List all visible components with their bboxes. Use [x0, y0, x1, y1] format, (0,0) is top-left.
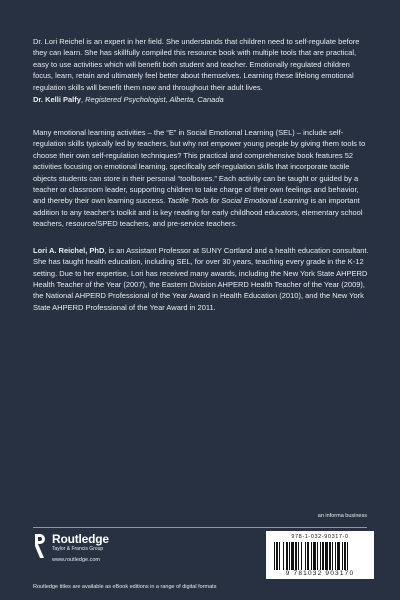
barcode-bar — [337, 542, 340, 570]
routledge-logo-icon — [33, 533, 47, 559]
barcode-bar — [322, 542, 324, 570]
barcode-bar — [317, 542, 318, 570]
barcode-bar — [305, 542, 306, 570]
book-title: Tactile Tools for Social Emotional Learning — [167, 196, 309, 206]
barcode-bar — [332, 542, 333, 570]
barcode-bar — [344, 542, 346, 570]
barcode-bar — [311, 542, 312, 570]
barcode-bar — [325, 542, 328, 570]
barcode-bar — [313, 542, 316, 570]
publisher-url: www.routledge.com — [52, 557, 100, 563]
barcode-bar — [301, 542, 302, 570]
endorser-name: Dr. Kelli Palfy — [33, 95, 81, 105]
footer-divider — [33, 527, 367, 528]
barcode-bar — [342, 542, 343, 570]
barcode-bar — [291, 542, 294, 570]
endorser-affiliation: Registered Psychologist, Alberta, Canada — [85, 95, 224, 105]
author-bio-text: , is an Assistant Professor at SUNY Cortland and a health education consultant. She has taught health education, including SEL, for over 30 years, teaching every grade in the K-12 setting. Due to her expertise, Lori has received many awards, including the New York State AHPERD Health Teacher of the Year (2007), the Eastern Division AHPERD Health Teacher of the Year (2009), the National AHPERD Professional of the Year Award in Health Education (2010), and the New York State AHPERD Professional of the Year Award in 2011. — [33, 245, 369, 312]
barcode-bar — [329, 542, 331, 570]
endorsement-quote: Dr. Lori Reichel is an expert in her field. She understands that children need to self-regulate before they can learn. She has skillfully compiled this resource book with multiple tools that are practical, easy to use activities which will benefit both student and teacher. Emotionally regulated children focus, learn, retain and ultimately feel better about themselves. Learning these lifelong emotional regulation skills will benefit them now and throughout their adult lives. — [33, 37, 360, 92]
barcode-bar — [335, 542, 336, 570]
author-bio — [33, 245, 371, 313]
barcode-bar — [289, 542, 290, 570]
barcode-bar — [298, 542, 299, 570]
barcode-bar — [307, 542, 309, 570]
barcode-bar — [347, 542, 348, 570]
barcode-bar — [295, 542, 297, 570]
endorsement-attribution: Dr. Kelli Palfy, Registered Psychologist, Alberta, Canada — [33, 95, 224, 105]
barcode-bar — [274, 542, 275, 570]
ebook-note: Routledge titles are available as eBook editions in a range of digital formats — [33, 584, 217, 590]
description-part-2: is an important addition to any teacher’s toolkit and is key reading for early childhood educators, elementary school teachers, resource/SPED teachers, and pre-service teachers. — [33, 196, 363, 229]
informa-tagline: an informa business — [317, 513, 367, 519]
publisher-name: Routledge — [52, 532, 109, 546]
barcode-bar — [283, 542, 284, 570]
publisher-logo — [33, 533, 109, 564]
book-description — [33, 127, 371, 230]
description-part-1: Many emotional learning activities – the “E” in Social Emotional Learning (SEL) – include self-regulation skills typically led by teachers, but why not empower young people by giving them tools to choose their own self-regulation techniques? This practical and comprehensive book features 52 activities focusing on emotional learning, specifically self-regulation skills that incorporate tactile objects students can store in their personal “toolboxes.” Each activity can be taught or guided by a teacher or classroom leader, supporting children to take charge of their own feelings and behavior, and thereby their own learning success. — [33, 128, 366, 206]
barcode-bar — [279, 542, 280, 570]
barcode-bar — [286, 542, 288, 570]
isbn-text: 978-1-032-90317-0 — [291, 534, 349, 540]
back-cover-text — [33, 36, 371, 313]
barcode-bar — [320, 542, 321, 570]
barcode-bars — [274, 542, 366, 570]
author-name: Lori A. Reichel, PhD — [33, 245, 105, 255]
isbn-barcode — [266, 531, 374, 579]
barcode-bar — [276, 542, 278, 570]
barcode-digits: 9 781032 903170 — [285, 570, 355, 577]
publisher-group: Taylor & Francis Group — [52, 546, 104, 552]
